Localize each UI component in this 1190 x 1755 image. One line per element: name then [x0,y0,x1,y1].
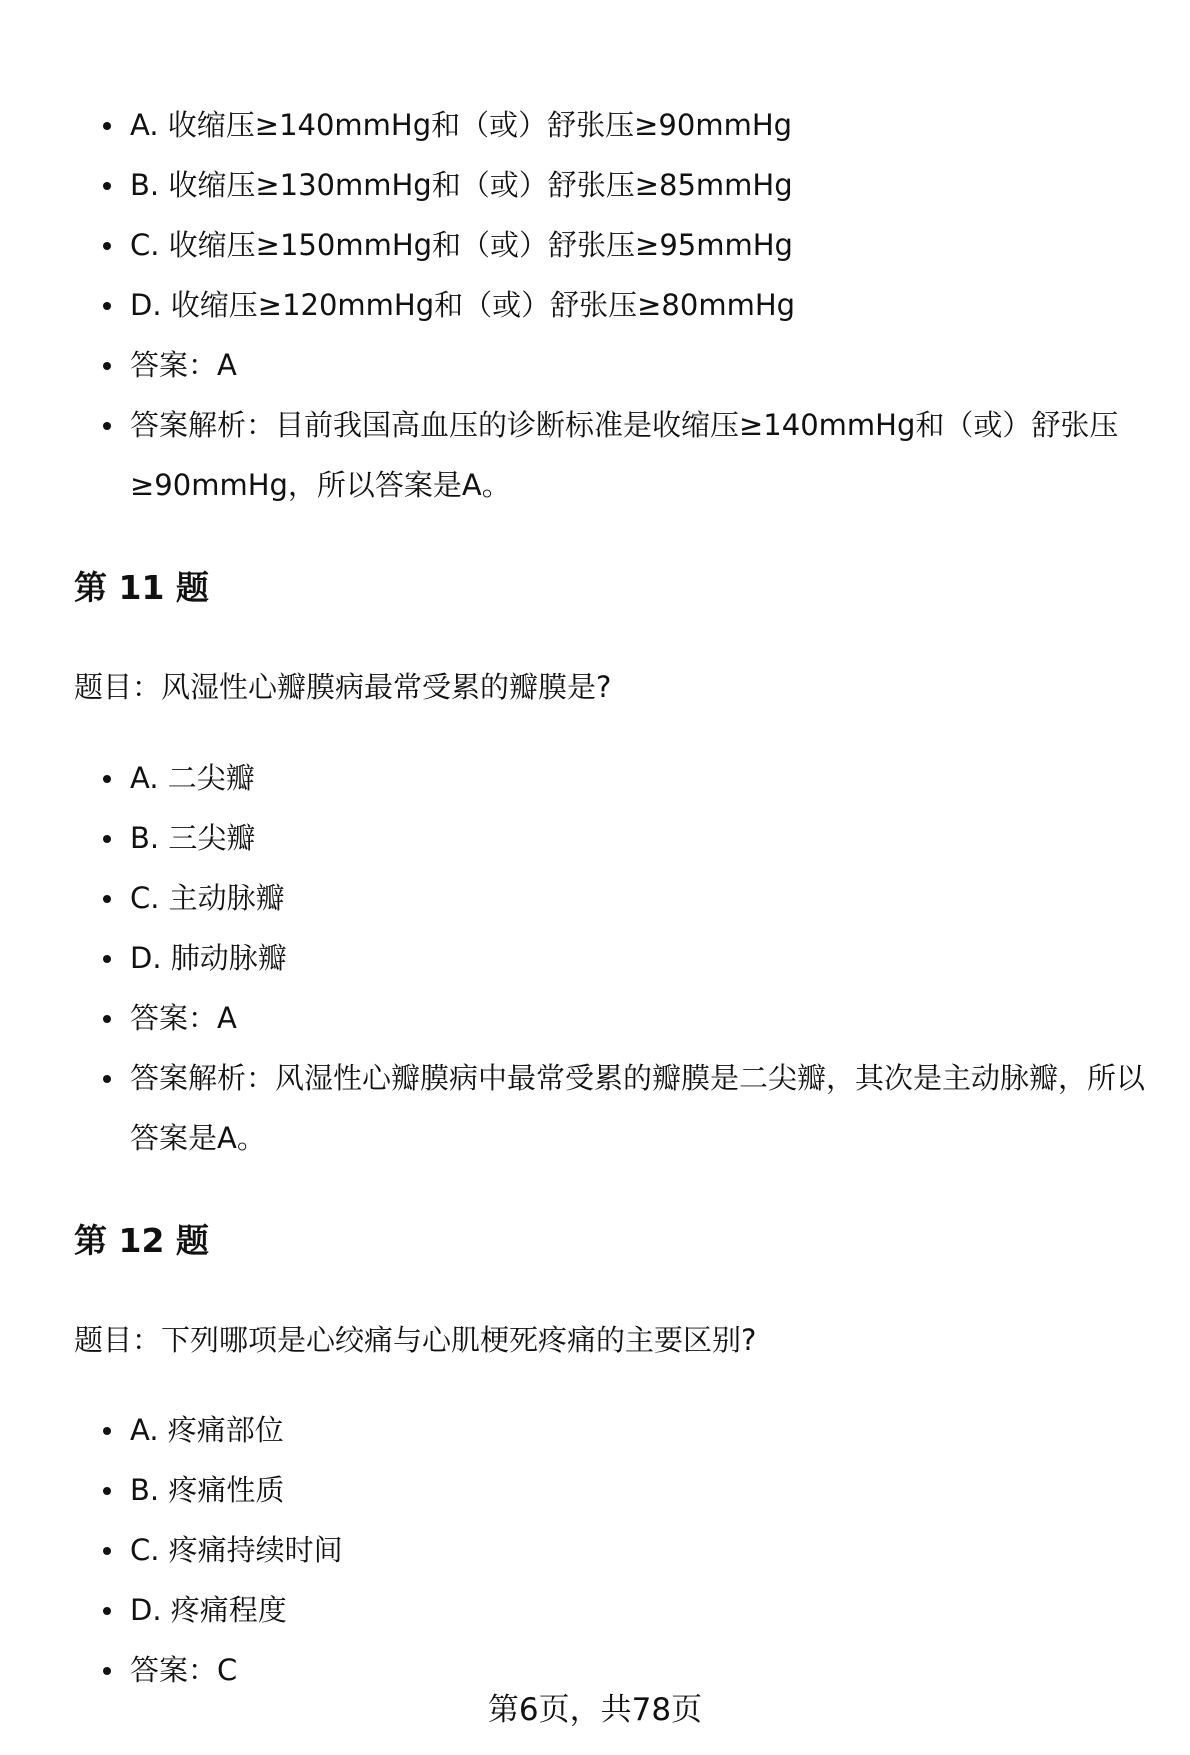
option-b: B. 三尖瓣 [0,808,1190,868]
page-number: 第6页，共78页 [487,1692,703,1728]
option-a: A. 二尖瓣 [0,748,1190,808]
question-11-stem: 题目：风湿性心瓣膜病最常受累的瓣膜是? [74,670,612,704]
answer-explanation: 答案解析：风湿性心瓣膜病中最常受累的瓣膜是二尖瓣，其次是主动脉瓣，所以答案是A。 [0,1048,1190,1168]
option-c: C. 疼痛持续时间 [0,1520,1190,1580]
option-a: A. 收缩压≥140mmHg和（或）舒张压≥90mmHg [0,95,1190,155]
question-11-options [0,748,1190,1168]
question-11-heading: 第 11 题 [74,568,209,607]
answer: 答案：C [0,1640,1190,1700]
option-c: C. 收缩压≥150mmHg和（或）舒张压≥95mmHg [0,215,1190,275]
option-c: C. 主动脉瓣 [0,868,1190,928]
option-d: D. 收缩压≥120mmHg和（或）舒张压≥80mmHg [0,275,1190,335]
option-b: B. 收缩压≥130mmHg和（或）舒张压≥85mmHg [0,155,1190,215]
answer-explanation: 答案解析：目前我国高血压的诊断标准是收缩压≥140mmHg和（或）舒张压≥90mmHg，所以答案是A。 [0,395,1190,515]
option-a: A. 疼痛部位 [0,1400,1190,1460]
question-12-stem: 题目：下列哪项是心绞痛与心肌梗死疼痛的主要区别? [74,1323,757,1357]
answer: 答案：A [0,988,1190,1048]
option-d: D. 肺动脉瓣 [0,928,1190,988]
option-b: B. 疼痛性质 [0,1460,1190,1520]
prev-question-options [0,95,1190,515]
question-12-heading: 第 12 题 [74,1221,209,1260]
question-12-options [0,1400,1190,1700]
option-d: D. 疼痛程度 [0,1580,1190,1640]
answer: 答案：A [0,335,1190,395]
